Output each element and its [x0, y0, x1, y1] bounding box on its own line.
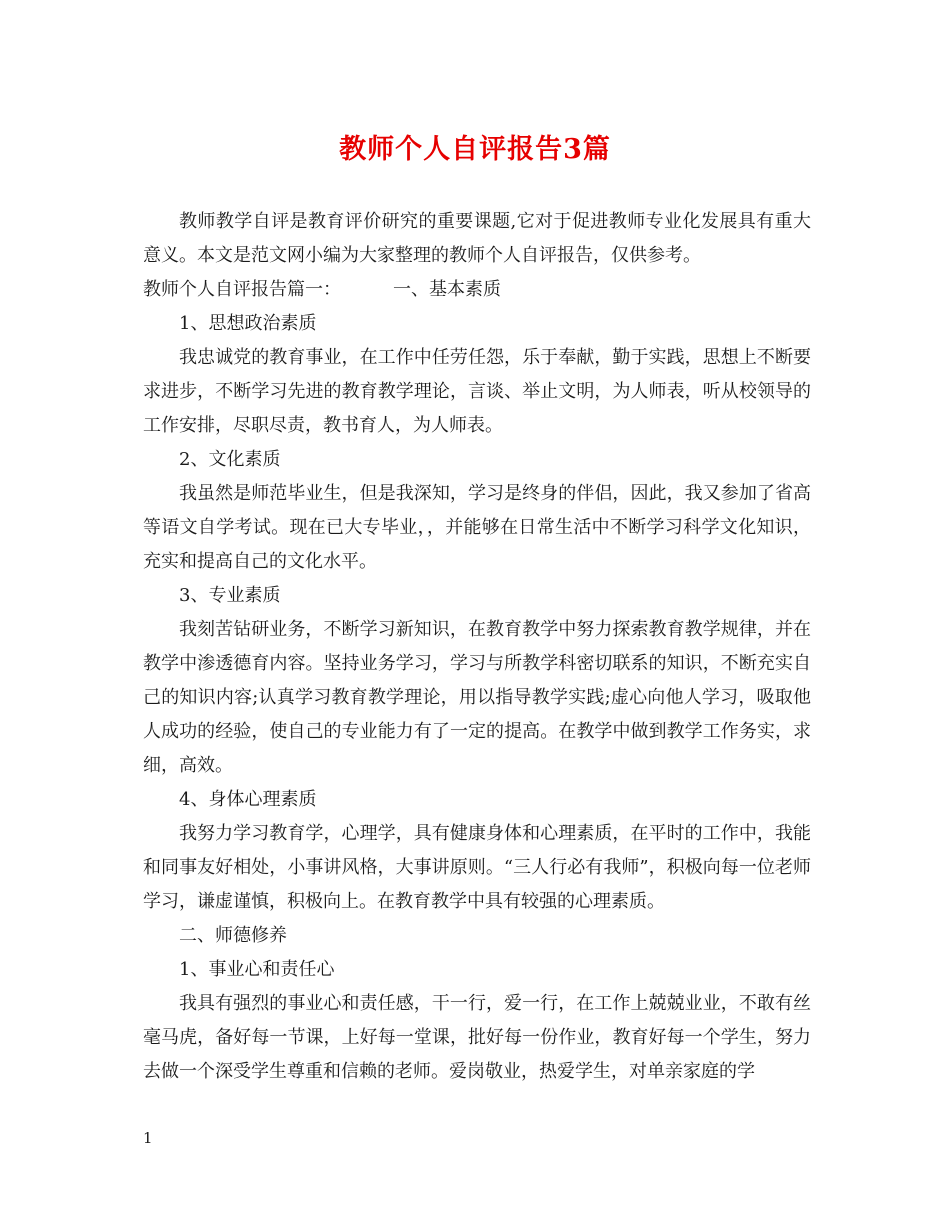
paragraph-health: 我努力学习教育学，心理学，具有健康身体和心理素质，在平时的工作中，我能和同事友好相处，小事讲风格，大事讲原则。“三人行必有我师”，积极向每一位老师学习，谦虚谨慎，积极向上。在教育教学中具有较强的心理素质。	[143, 823, 811, 912]
heading-culture: 2、文化素质	[179, 449, 281, 470]
paragraph-political: 我忠诚党的教育事业，在工作中任劳任怨，乐于奉献，勤于实践，思想上不断要求进步，不断学习先进的教育教学理论，言谈、举止文明，为人师表，听从校领导的工作安排，尽职尽责，教书育人，为人师表。	[143, 347, 811, 436]
paragraph-professional: 我刻苦钻研业务，不断学习新知识，在教育教学中努力探索教育教学规律，并在教学中渗透德育内容。坚持业务学习，学习与所教学科密切联系的知识，不断充实自己的知识内容;认真学习教育教学理论，用以指导教学实践;虚心向他人学习，吸取他人成功的经验，使自己的专业能力有了一定的提高。在教学中做到教学工作务实，求细，高效。	[143, 619, 811, 776]
section-label: 教师个人自评报告篇一：	[143, 279, 341, 300]
heading-professional: 3、专业素质	[179, 585, 281, 606]
paragraph-culture: 我虽然是师范毕业生，但是我深知，学习是终身的伴侣，因此，我又参加了省高等语文自学考试。现在已大专毕业，，并能够在日常生活中不断学习科学文化知识，充实和提高自己的文化水平。	[143, 483, 811, 572]
document-body	[143, 205, 811, 1089]
section-line	[143, 273, 811, 307]
heading-health: 4、身体心理素质	[179, 789, 317, 810]
document-title: 教师个人自评报告3篇	[339, 134, 611, 165]
heading-ethics: 二、师德修养	[179, 925, 287, 946]
heading-political: 1、思想政治素质	[179, 313, 317, 334]
page-number: 1	[143, 1129, 153, 1147]
section-heading: 一、基本素质	[393, 279, 501, 300]
intro-paragraph: 教师教学自评是教育评价研究的重要课题,它对于促进教师专业化发展具有重大意义。本文是范文网小编为大家整理的教师个人自评报告，仅供参考。	[143, 211, 811, 266]
paragraph-responsibility: 我具有强烈的事业心和责任感，干一行，爱一行，在工作上兢兢业业，不敢有丝毫马虎，备好每一节课，上好每一堂课，批好每一份作业，教育好每一个学生，努力去做一个深受学生尊重和信赖的老师。爱岗敬业，热爱学生，对单亲家庭的学	[143, 993, 811, 1082]
heading-responsibility: 1、事业心和责任心	[179, 959, 335, 980]
